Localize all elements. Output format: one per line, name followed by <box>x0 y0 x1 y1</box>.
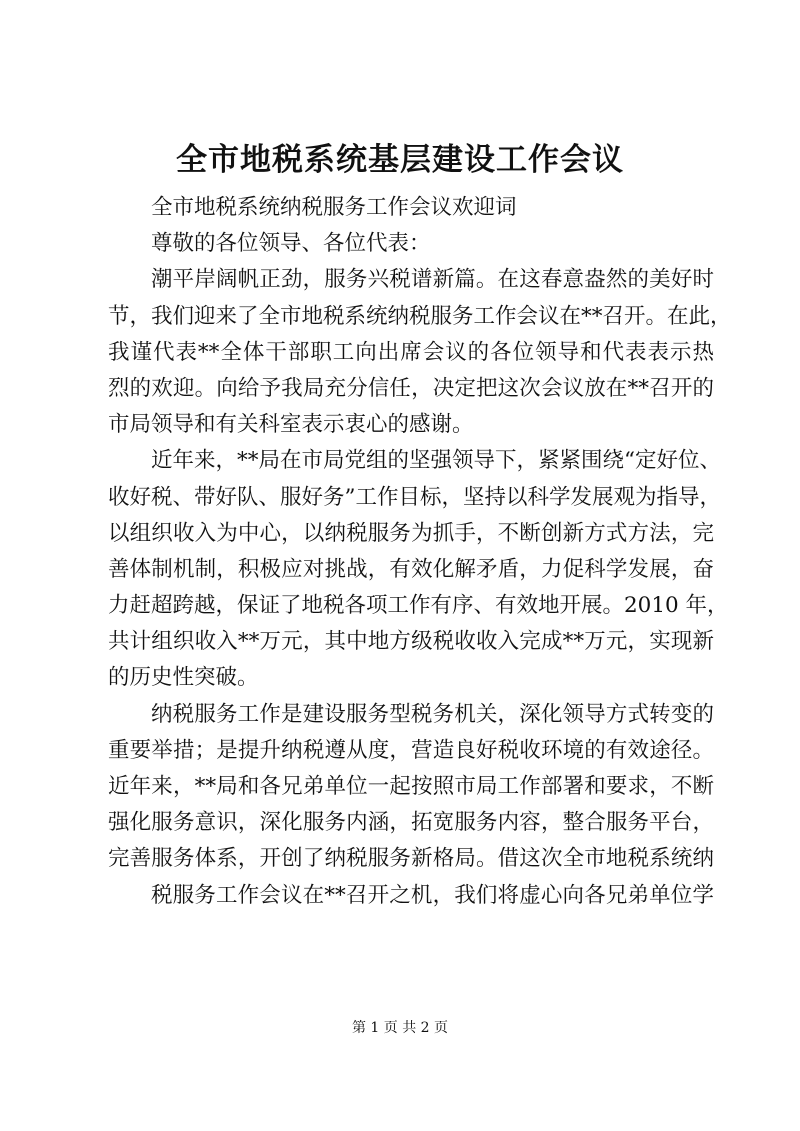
body-line: 善体制机制，积极应对挑战，有效化解矛盾，力促科学发展，奋 <box>108 556 714 582</box>
body-line: 以组织收入为中心，以纳税服务为抓手，不断创新方式方法，完 <box>108 520 714 546</box>
body-line: 我谨代表**全体干部职工向出席会议的各位领导和代表表示热 <box>108 339 714 365</box>
body-line: 重要举措；是提升纳税遵从度，营造良好税收环境的有效途径。 <box>108 737 714 763</box>
document-title: 全市地税系统基层建设工作会议 <box>176 142 624 178</box>
body-line: 近年来，**局和各兄弟单位一起按照市局工作部署和要求，不断 <box>108 774 714 799</box>
body-line: 尊敬的各位领导、各位代表： <box>151 231 431 257</box>
body-line: 共计组织收入**万元，其中地方级税收收入完成**万元，实现新 <box>108 629 714 655</box>
body-line: 的历史性突破。 <box>108 665 259 691</box>
page-footer: 第 1 页 共 2 页 <box>351 1020 449 1036</box>
body-line: 烈的欢迎。向给予我局充分信任，决定把这次会议放在**召开的 <box>108 375 714 401</box>
document-body <box>108 190 732 914</box>
body-line: 节，我们迎来了全市地税系统纳税服务工作会议在**召开。在此， <box>108 303 732 329</box>
body-line: 完善服务体系，开创了纳税服务新格局。借这次全市地税系统纳 <box>108 846 714 872</box>
body-line: 全市地税系统纳税服务工作会议欢迎词 <box>151 195 517 220</box>
body-line: 税服务工作会议在**召开之机，我们将虚心向各兄弟单位学 <box>151 882 714 908</box>
body-line: 力赶超跨越，保证了地税各项工作有序、有效地开展。2010 年， <box>108 593 729 619</box>
body-line: 潮平岸阔帆正劲，服务兴税谱新篇。在这春意盎然的美好时 <box>151 267 714 293</box>
body-line: 近年来，**局在市局党组的坚强领导下，紧紧围绕“定好位、 <box>151 448 721 474</box>
body-line: 强化服务意识，深化服务内涵，拓宽服务内容，整合服务平台， <box>108 810 714 836</box>
body-line: 纳税服务工作是建设服务型税务机关，深化领导方式转变的 <box>151 701 714 727</box>
body-line: 收好税、带好队、服好务”工作目标，坚持以科学发展观为指导， <box>108 484 721 510</box>
body-line: 市局领导和有关科室表示衷心的感谢。 <box>108 412 474 438</box>
